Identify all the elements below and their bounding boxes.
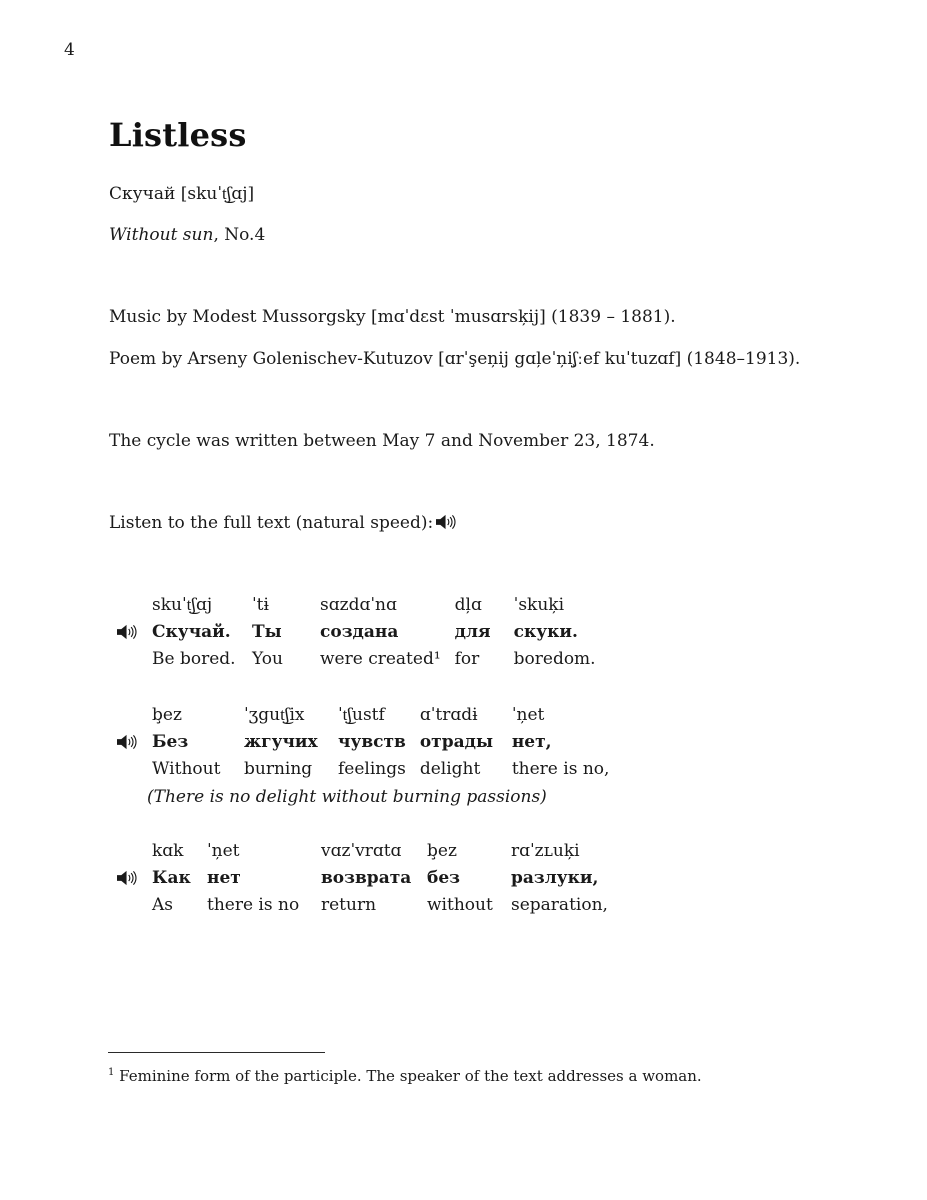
english-cell: burning [244, 759, 313, 779]
english-cell: without [427, 895, 493, 915]
verse-block-3 [152, 838, 887, 919]
ipa-row [152, 702, 623, 729]
poem-credit: Poem by Arseny Golenischev-Kutuzov [ɑrˈşeņij gɑļeˈņiʃ̧ːef kuˈtuzɑf] (1848–1913). [109, 349, 801, 369]
english-cell: boredom. [513, 649, 596, 669]
russian-cell: скуки. [513, 622, 578, 642]
russian-row [152, 619, 610, 646]
listen-line [109, 510, 887, 537]
footnote-divider [108, 1052, 325, 1053]
speaker-icon[interactable] [433, 513, 457, 533]
speaker-icon[interactable] [117, 624, 138, 645]
ipa-cell: ˈņet [207, 841, 240, 861]
ipa-cell: skuˈt͜ʃɑj [152, 595, 213, 615]
russian-cell: Скучай. [152, 622, 231, 642]
english-cell: were created¹ [320, 649, 441, 669]
footnote-text: Feminine form of the participle. The speaker of the text addresses a woman. [119, 1067, 702, 1085]
gloss-table [152, 702, 623, 783]
english-cell: there is no, [511, 759, 610, 779]
russian-cell: Ты [252, 622, 282, 642]
song-title-line [109, 181, 887, 208]
english-row [152, 756, 623, 783]
ipa-cell: ˈņet [511, 705, 545, 725]
speaker-icon[interactable] [117, 734, 138, 755]
english-cell: delight [419, 759, 481, 779]
ipa-cell: vɑzˈvrɑtɑ [321, 841, 402, 861]
song-title-russian: Скучай [109, 184, 176, 204]
ipa-cell: kɑk [152, 841, 184, 861]
footnote-area [108, 1052, 887, 1087]
cycle-title: Without sun [109, 225, 214, 245]
ipa-cell: ˈt͜ʃustf [338, 705, 385, 725]
ipa-row [152, 592, 610, 619]
page-title: Listless [109, 116, 247, 154]
verse-list [109, 592, 887, 919]
ipa-cell: b̧ez [152, 705, 182, 725]
russian-cell: для [454, 622, 491, 642]
russian-cell: жгучих [244, 732, 318, 752]
english-row [152, 892, 622, 919]
ipa-cell: rɑˈzʟuķi [511, 841, 580, 861]
verse-block-1 [152, 592, 887, 673]
cycle-number: , No.4 [213, 225, 266, 245]
russian-cell: Как [152, 868, 191, 888]
footnote [108, 1065, 887, 1087]
russian-cell: разлуки, [511, 868, 599, 888]
russian-row [152, 865, 622, 892]
ipa-cell: b̧ez [427, 841, 457, 861]
russian-cell: без [427, 868, 461, 888]
document-body [109, 116, 887, 919]
russian-cell: возврата [321, 868, 412, 888]
ipa-cell: sɑzdɑˈnɑ [320, 595, 397, 615]
russian-cell: отрады [419, 732, 493, 752]
cycle-note: The cycle was written between May 7 and November 23, 1874. [109, 431, 655, 451]
verse-block-2 [147, 702, 887, 811]
english-cell: As [152, 895, 174, 915]
russian-cell: чувств [338, 732, 406, 752]
verse-note: (There is no delight without burning passions) [147, 787, 547, 807]
english-cell: separation, [511, 895, 608, 915]
ipa-cell: ˈʒgut͜ʃix [244, 705, 305, 725]
music-credit: Music by Modest Mussorgsky [mɑˈdɛst ˈmusɑrsķij] (1839 – 1881). [109, 307, 676, 327]
russian-cell: нет [207, 868, 241, 888]
ipa-cell: ˈtɨ [252, 595, 269, 615]
page-number: 4 [64, 40, 75, 60]
english-row [152, 646, 610, 673]
english-cell: Without [152, 759, 221, 779]
gloss-table [152, 838, 622, 919]
ipa-cell: ɑˈtrɑdɨ [419, 705, 478, 725]
english-cell: for [454, 649, 480, 669]
speaker-icon[interactable] [117, 870, 138, 891]
ipa-cell: ˈskuķi [513, 595, 565, 615]
footnote-marker: 1 [108, 1067, 115, 1078]
english-cell: You [252, 649, 283, 669]
ipa-row [152, 838, 622, 865]
russian-row [152, 729, 623, 756]
russian-cell: создана [320, 622, 399, 642]
russian-cell: нет, [511, 732, 552, 752]
gloss-table [152, 592, 610, 673]
cycle-line [109, 222, 887, 249]
english-cell: return [321, 895, 377, 915]
listen-label: Listen to the full text (natural speed): [109, 513, 434, 533]
song-title-ipa: [skuˈt͜ʃɑj] [180, 184, 255, 204]
russian-cell: Без [152, 732, 189, 752]
english-cell: Be bored. [152, 649, 236, 669]
english-cell: there is no [207, 895, 300, 915]
ipa-cell: dļɑ [454, 595, 482, 615]
english-cell: feelings [338, 759, 406, 779]
